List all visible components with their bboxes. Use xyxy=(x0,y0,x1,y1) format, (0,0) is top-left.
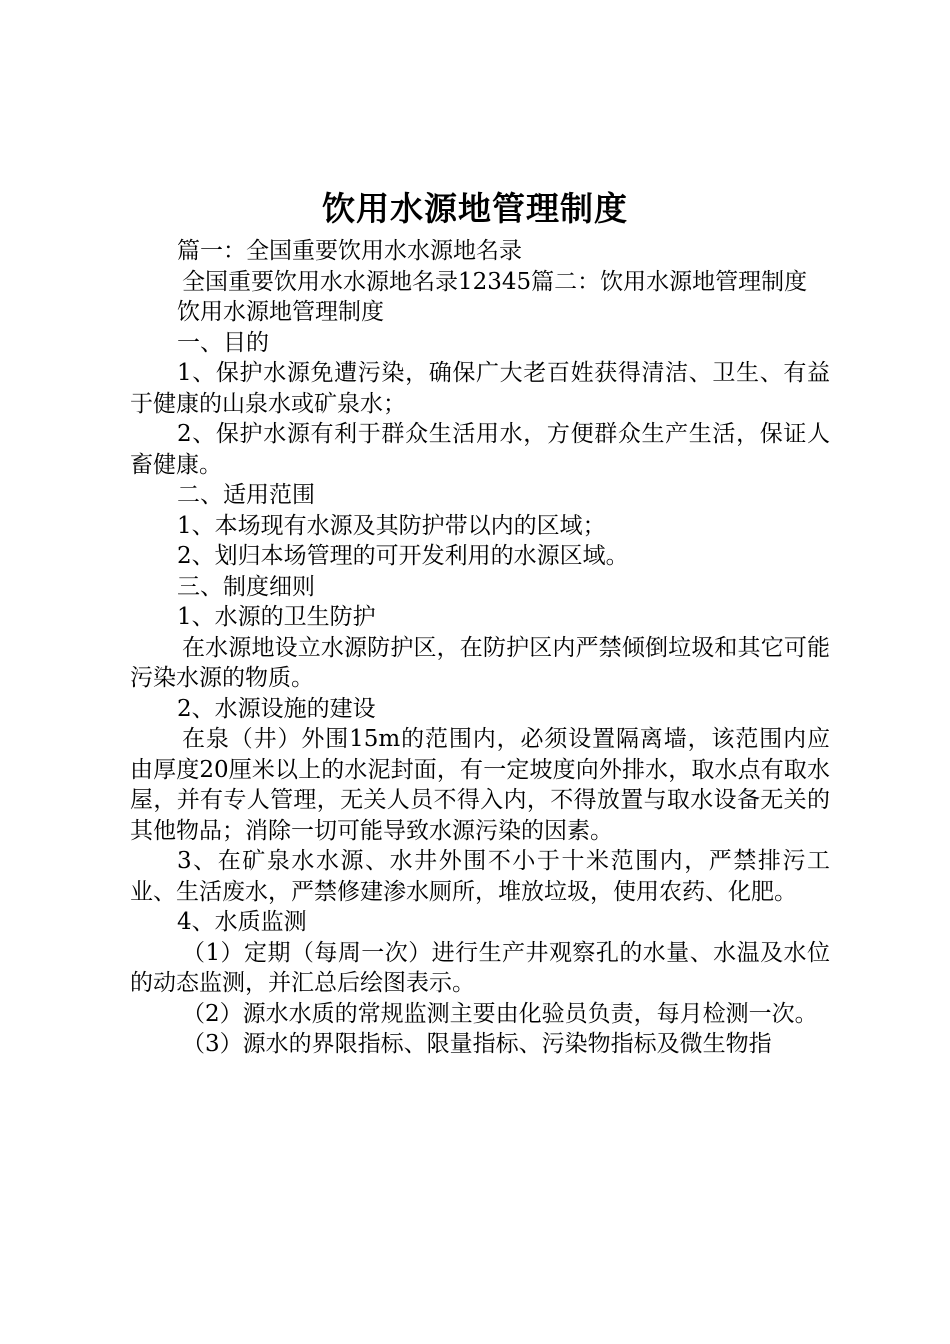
paragraph: 饮用水源地管理制度 xyxy=(177,299,384,325)
paragraph: 1、保护水源免遭污染，确保广大老百姓获得清洁、卫生、有益于健康的山泉水或矿泉水； xyxy=(130,360,830,417)
paragraph: 二、适用范围 xyxy=(177,482,315,508)
paragraph: （3）源水的界限指标、限量指标、污染物指标及微生物指 xyxy=(182,1031,772,1057)
paragraph: 在水源地设立水源防护区，在防护区内严禁倾倒垃圾和其它可能污染水源的物质。 xyxy=(130,634,830,691)
paragraph: （1）定期（每周一次）进行生产井观察孔的水量、水温及水位的动态监测，并汇总后绘图表示。 xyxy=(130,939,830,996)
paragraph: 2、划归本场管理的可开发利用的水源区域。 xyxy=(177,543,629,569)
document-title: 饮用水源地管理制度 xyxy=(322,189,628,228)
paragraph: 2、保护水源有利于群众生活用水，方便群众生产生活，保证人畜健康。 xyxy=(130,421,830,478)
paragraph: 2、水源设施的建设 xyxy=(177,695,376,722)
paragraph: 1、本场现有水源及其防护带以内的区域； xyxy=(177,512,606,539)
paragraph: 4、水质监测 xyxy=(177,909,307,935)
paragraph: 一、目的 xyxy=(177,329,269,356)
paragraph: 3、在矿泉水水源、水井外围不小于十米范围内，严禁排污工业、生活废水，严禁修建渗水厕所，堆放垃圾，使用农药、化肥。 xyxy=(130,848,830,905)
paragraph: 篇一：全国重要饮用水水源地名录 xyxy=(177,238,522,264)
paragraph: 全国重要饮用水水源地名录12345篇二：饮用水源地管理制度 xyxy=(182,268,808,295)
paragraph: 三、制度细则 xyxy=(177,573,315,600)
document-body xyxy=(130,236,830,1060)
paragraph: 1、水源的卫生防护 xyxy=(177,604,376,630)
paragraph: 在泉（井）外围15m的范围内，必须设置隔离墙，该范围内应由厚度20厘米以上的水泥封面，有一定坡度向外排水，取水点有取水屋，并有专人管理，无关人员不得入内，不得放置与取水设备无关的其他物品；消除一切可能导致水源污染的因素。 xyxy=(130,726,830,844)
paragraph: （2）源水水质的常规监测主要由化验员负责，每月检测一次。 xyxy=(182,1000,818,1027)
